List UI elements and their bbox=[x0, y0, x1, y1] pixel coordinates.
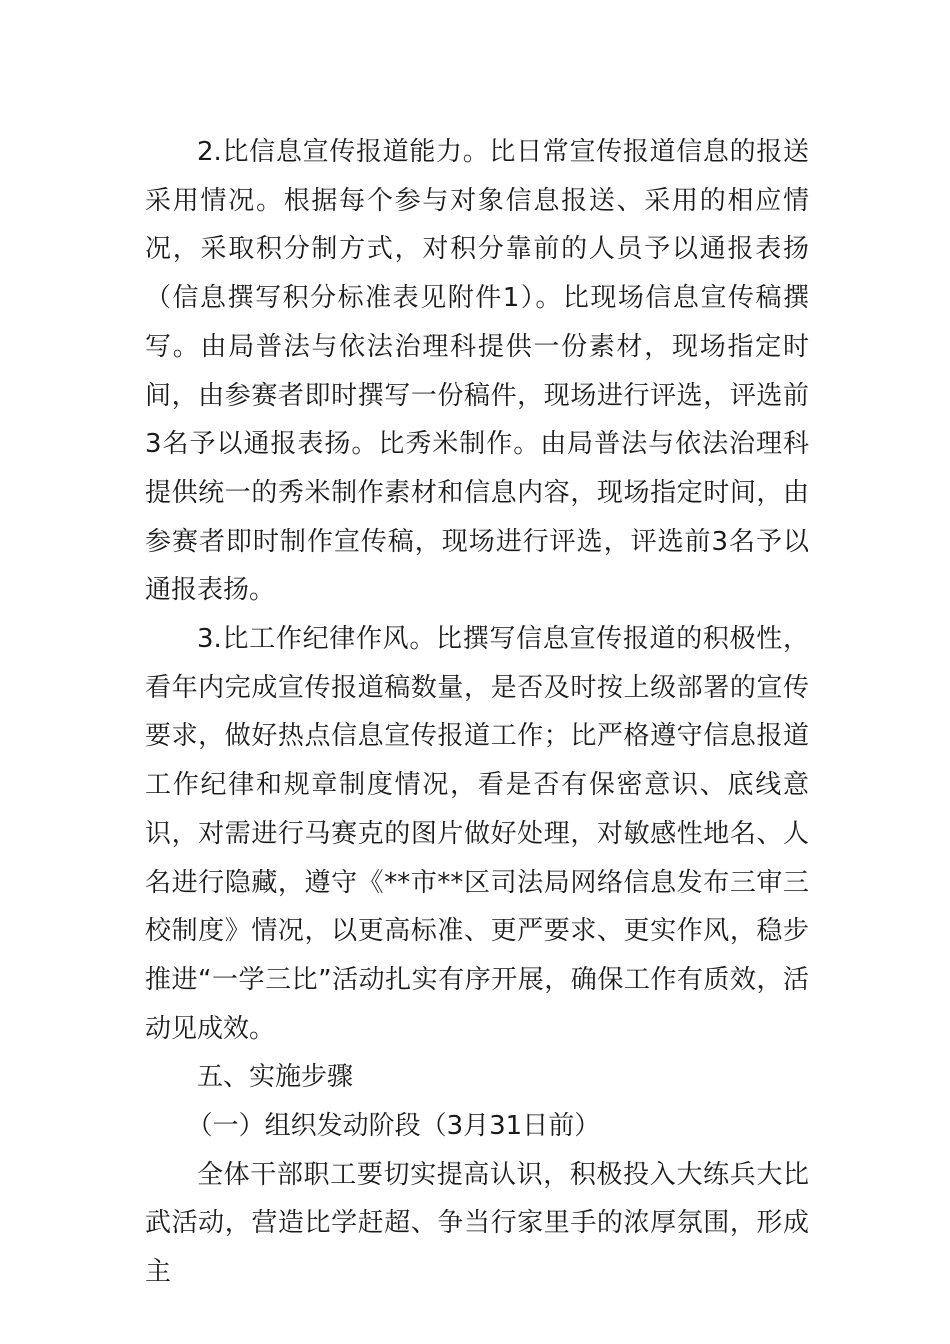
paragraph-item-3-work-discipline: 3.比工作纪律作风。比撰写信息宣传报道的积极性，看年内完成宣传报道稿数量，是否及时按上级部署的宣传要求，做好热点信息宣传报道工作；比严格遵守信息报道工作纪律和规章制度情况，看是否有保密意识、底线意识，对需进行马赛克的图片做好处理，对敏感性地名、人名进行隐藏，遵守《**市**区司法局网络信息发布三审三校制度》情况，以更高标准、更严要求、更实作风，稳步推进“一学三比”活动扎实有序开展，确保工作有质效，活动见成效。 bbox=[145, 624, 809, 1044]
paragraph-item-2-info-reporting: 2.比信息宣传报道能力。比日常宣传报道信息的报送采用情况。根据每个参与对象信息报送、采用的相应情况，采取积分制方式，对积分靠前的人员予以通报表扬（信息撰写积分标准表见附件1）。比现场信息宣传稿撰写。由局普法与依法治理科提供一份素材，现场指定时间，由参赛者即时撰写一份稿件，现场进行评选，评选前3名予以通报表扬。比秀米制作。由局普法与依法治理科提供统一的秀米制作素材和信息内容，现场指定时间，由参赛者即时制作宣传稿，现场进行评选，评选前3名予以通报表扬。 bbox=[145, 137, 809, 606]
paragraph-mobilization-body: 全体干部职工要切实提高认识，积极投入大练兵大比武活动，营造比学赶超、争当行家里手的浓厚氛围，形成主 bbox=[145, 1159, 809, 1288]
subsection-heading-mobilization-stage: （一）组织发动阶段（3月31日前） bbox=[186, 1111, 601, 1142]
section-heading-implementation-steps: 五、实施步骤 bbox=[197, 1062, 354, 1093]
document-body bbox=[145, 128, 809, 1297]
